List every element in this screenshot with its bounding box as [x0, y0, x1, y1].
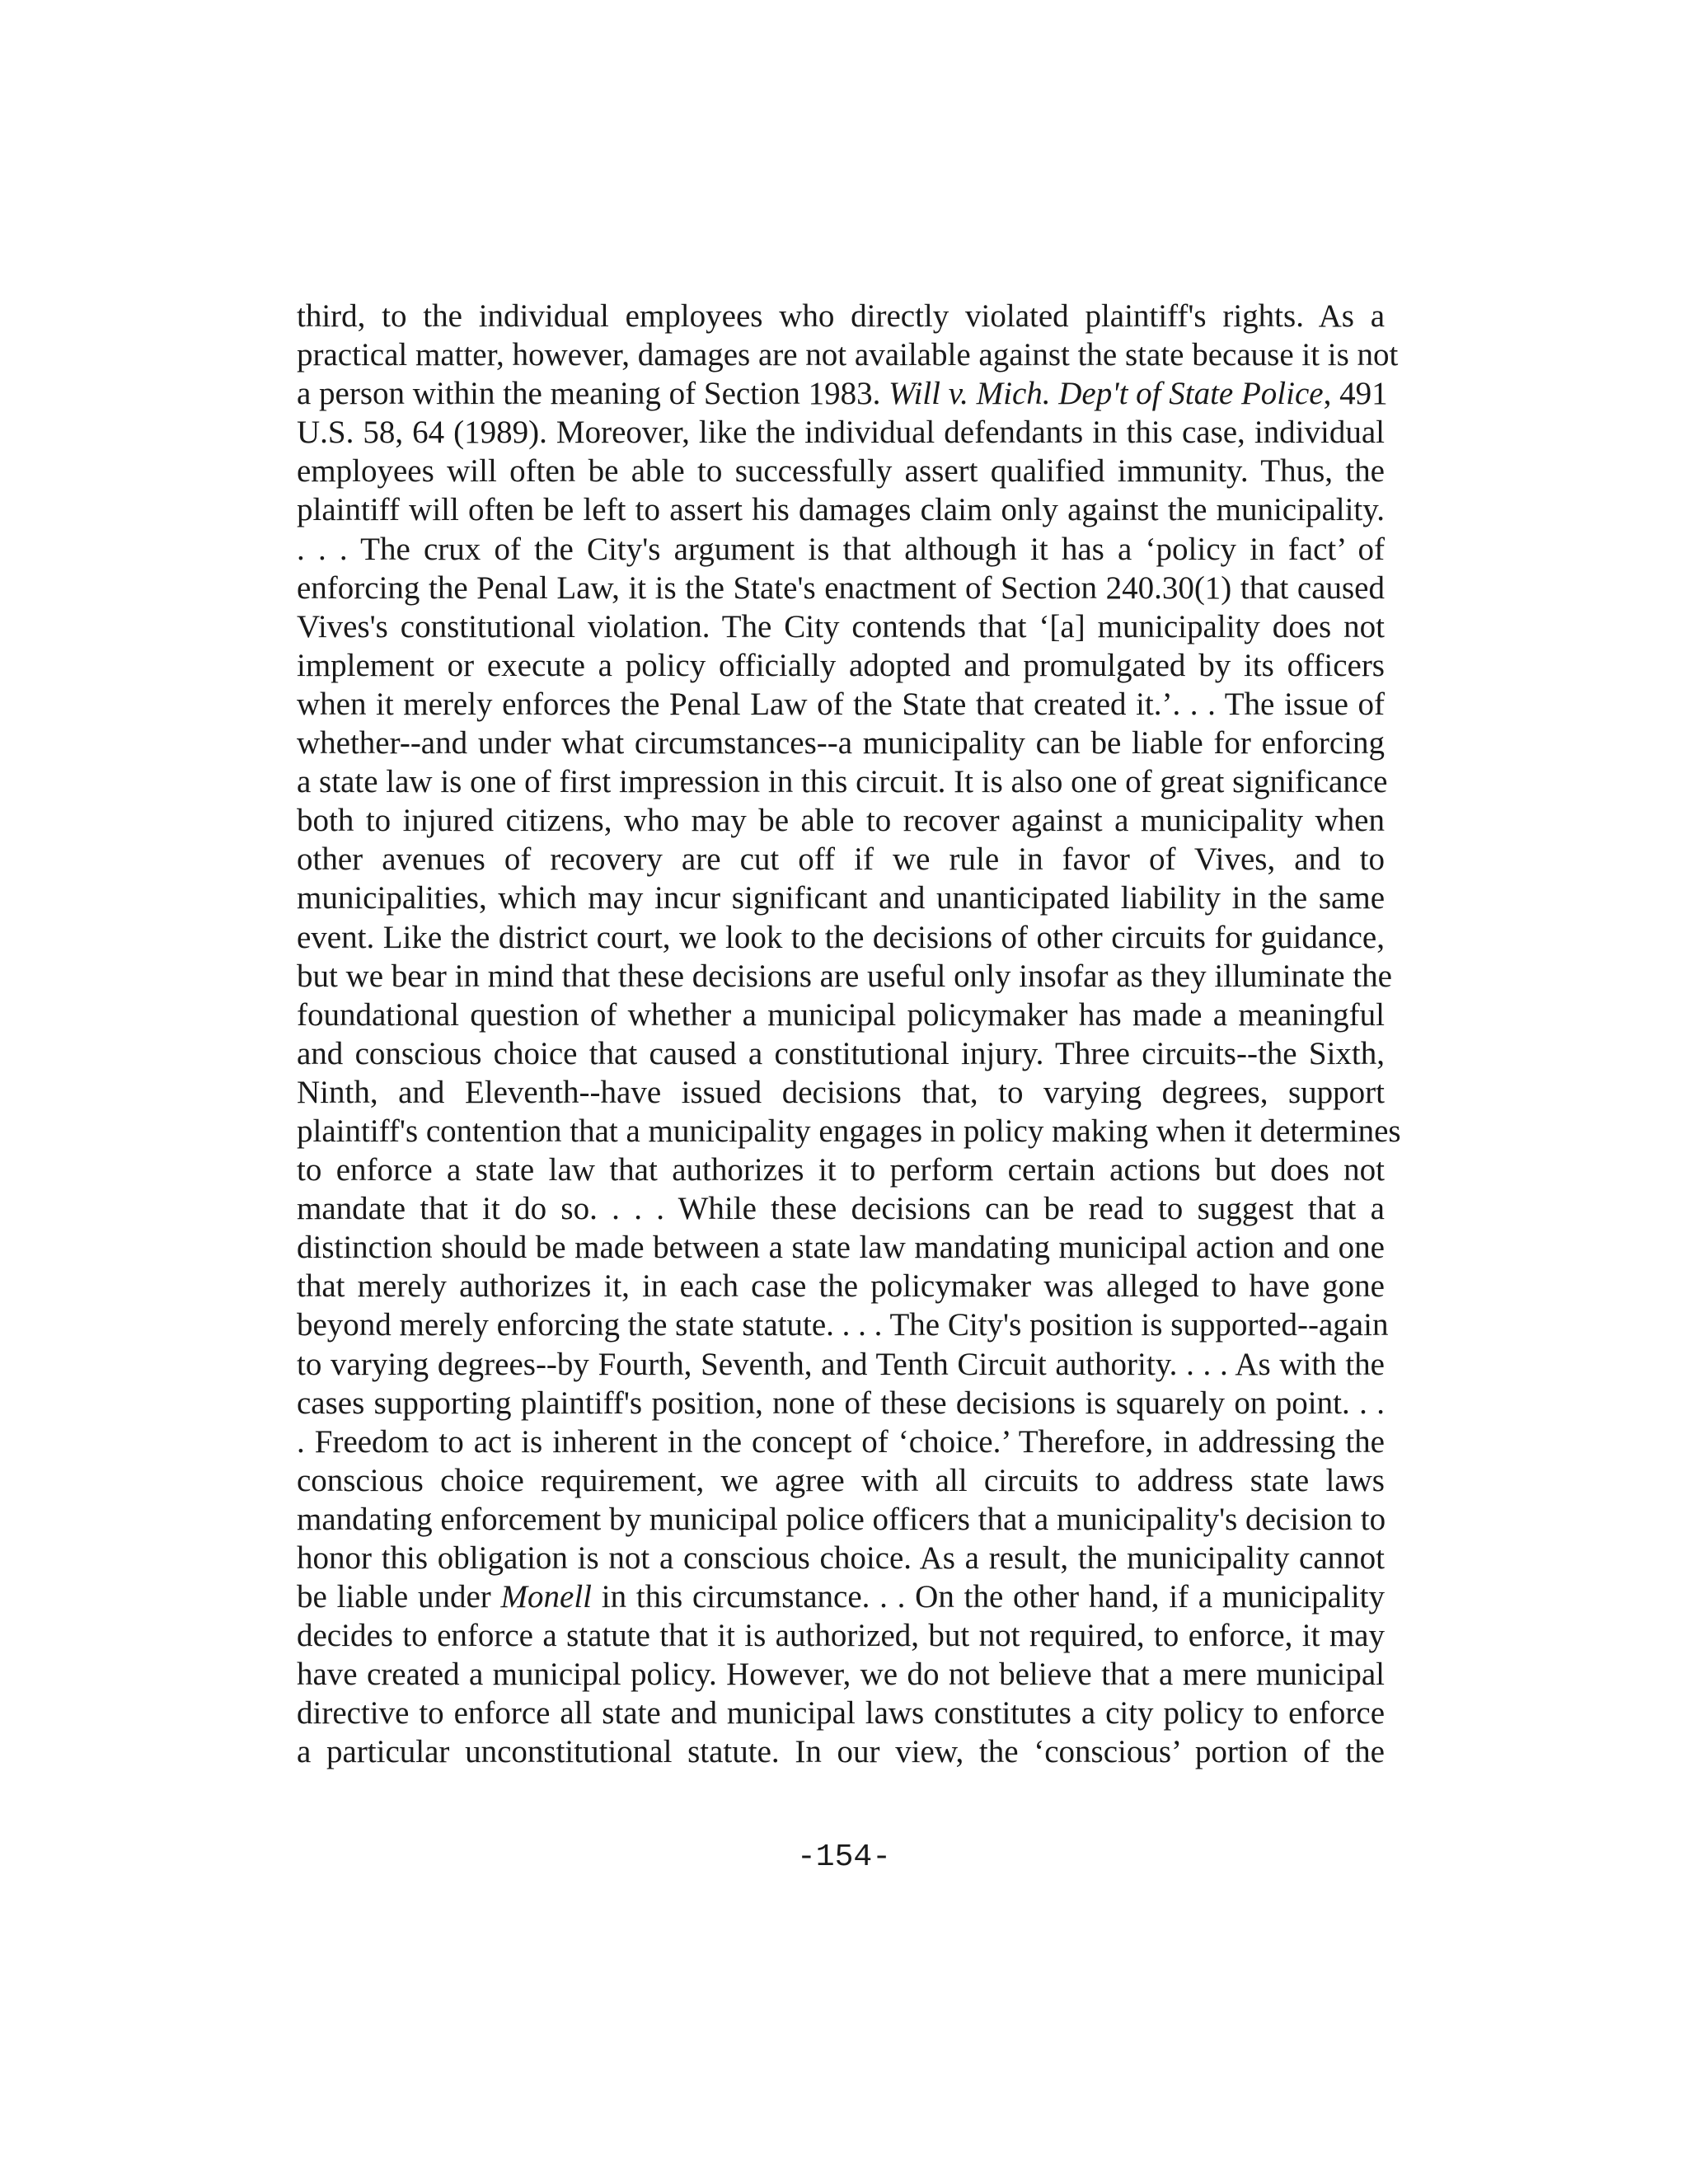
text-segment: , 491 [1323, 376, 1388, 412]
text-line [297, 413, 1385, 452]
text-line [297, 569, 1385, 607]
text-segment: decides to enforce a statute that it is authorized, but not required, to enforce, it may [297, 1618, 1385, 1654]
text-line [297, 1267, 1385, 1305]
text-segment: whether--and under what circumstances--a municipality can be liable for enforcing [297, 725, 1385, 762]
text-line [297, 724, 1385, 762]
text-line [297, 335, 1399, 374]
text-segment: a particular unconstitutional statute. In our view, the ‘conscious’ portion of the [297, 1734, 1385, 1770]
text-line [297, 918, 1385, 957]
text-segment: in this circumstance. . . On the other hand, if a municipality [591, 1579, 1385, 1615]
text-line [297, 762, 1388, 801]
text-line [297, 1228, 1385, 1267]
text-line [297, 1655, 1385, 1694]
text-line [297, 1539, 1385, 1577]
text-segment: have created a municipal policy. However, we do not believe that a mere municipal [297, 1657, 1385, 1693]
text-segment: employees will often be able to successfully assert qualified immunity. Thus, the [297, 453, 1385, 490]
text-line [297, 1616, 1385, 1655]
text-line [297, 646, 1385, 685]
text-line [297, 1422, 1385, 1461]
text-segment: and conscious choice that caused a constitutional injury. Three circuits--the Sixth, [297, 1035, 1385, 1071]
text-segment: implement or execute a policy officially adopted and promulgated by its officers [297, 647, 1385, 683]
text-line [297, 607, 1385, 646]
text-segment: third, to the individual employees who directly violated plaintiff's rights. As a [297, 298, 1385, 334]
text-segment: conscious choice requirement, we agree with all circuits to address state laws [297, 1462, 1385, 1498]
text-segment: to varying degrees--by Fourth, Seventh, and Tenth Circuit authority. . . . As with the [297, 1346, 1385, 1382]
text-segment: be liable under [297, 1579, 501, 1615]
text-segment: other avenues of recovery are cut off if we rule in favor of Vives, and to [297, 841, 1385, 878]
italic-citation: Monell [500, 1579, 592, 1615]
text-line [297, 374, 1388, 413]
text-segment: municipalities, which may incur significant and unanticipated liability in the same [297, 880, 1385, 916]
text-line [297, 1305, 1389, 1344]
text-line [297, 1112, 1401, 1151]
text-line [297, 1151, 1385, 1189]
text-segment: plaintiff will often be left to assert his damages claim only against the municipality. [297, 492, 1385, 528]
text-segment: directive to enforce all state and municipal laws constitutes a city policy to enforce [297, 1695, 1385, 1732]
text-line [297, 1384, 1385, 1422]
text-segment: Vives's constitutional violation. The City contends that ‘[a] municipality does not [297, 608, 1385, 644]
text-line [297, 1345, 1385, 1384]
text-segment: practical matter, however, damages are not available against the state because it is not [297, 337, 1399, 373]
text-line [297, 297, 1385, 335]
text-segment: both to injured citizens, who may be able to recover against a municipality when [297, 803, 1385, 839]
text-segment: to enforce a state law that authorizes it to perform certain actions but does not [297, 1152, 1385, 1188]
text-segment: . Freedom to act is inherent in the concept of ‘choice.’ Therefore, in addressing the [297, 1423, 1385, 1460]
text-segment: that merely authorizes it, in each case the policymaker was alleged to have gone [297, 1268, 1385, 1305]
text-line [297, 452, 1385, 490]
text-segment: mandating enforcement by municipal police officers that a municipality's decision to [297, 1501, 1386, 1537]
text-segment: but we bear in mind that these decisions are useful only insofar as they illuminate the [297, 958, 1392, 994]
text-segment: event. Like the district court, we look to the decisions of other circuits for guidance, [297, 919, 1385, 955]
text-segment: a person within the meaning of Section 1983. [297, 376, 889, 412]
text-segment: Ninth, and Eleventh--have issued decisions that, to varying degrees, support [297, 1074, 1385, 1110]
text-segment: a state law is one of first impression in this circuit. It is also one of great significance [297, 764, 1388, 800]
body-text [297, 297, 1401, 1772]
text-line [297, 1694, 1385, 1732]
text-line [297, 840, 1385, 879]
text-segment: plaintiff's contention that a municipality engages in policy making when it determines [297, 1113, 1401, 1149]
text-segment: when it merely enforces the Penal Law of the State that created it.’. . . The issue of [297, 686, 1385, 722]
text-line [297, 1073, 1385, 1112]
text-line [297, 879, 1385, 917]
text-line [297, 685, 1385, 724]
text-line [297, 1189, 1385, 1228]
text-line [297, 1732, 1385, 1771]
text-segment: distinction should be made between a state law mandating municipal action and one [297, 1230, 1385, 1266]
text-segment: foundational question of whether a municipal policymaker has made a meaningful [297, 996, 1385, 1033]
text-segment: beyond merely enforcing the state statute. . . . The City's position is supported--again [297, 1307, 1389, 1343]
italic-citation: Will v. Mich. Dep't of State Police [889, 376, 1324, 412]
text-segment: . . . The crux of the City's argument is that although it has a ‘policy in fact’ of [297, 531, 1385, 567]
text-segment: U.S. 58, 64 (1989). Moreover, like the individual defendants in this case, individual [297, 415, 1385, 451]
text-line [297, 530, 1385, 569]
text-line [297, 996, 1385, 1034]
text-segment: honor this obligation is not a conscious choice. As a result, the municipality cannot [297, 1540, 1385, 1576]
text-line [297, 1577, 1385, 1616]
page-number: -154- [796, 1840, 892, 1875]
text-line [297, 1461, 1385, 1500]
text-segment: enforcing the Penal Law, it is the State's enactment of Section 240.30(1) that caused [297, 569, 1385, 606]
text-line [297, 801, 1385, 840]
text-line [297, 490, 1385, 529]
text-segment: mandate that it do so. . . . While these decisions can be read to suggest that a [297, 1191, 1385, 1227]
text-segment: cases supporting plaintiff's position, none of these decisions is squarely on point. . . [297, 1385, 1385, 1421]
text-line [297, 957, 1392, 996]
text-line [297, 1500, 1385, 1539]
text-line [297, 1034, 1385, 1073]
